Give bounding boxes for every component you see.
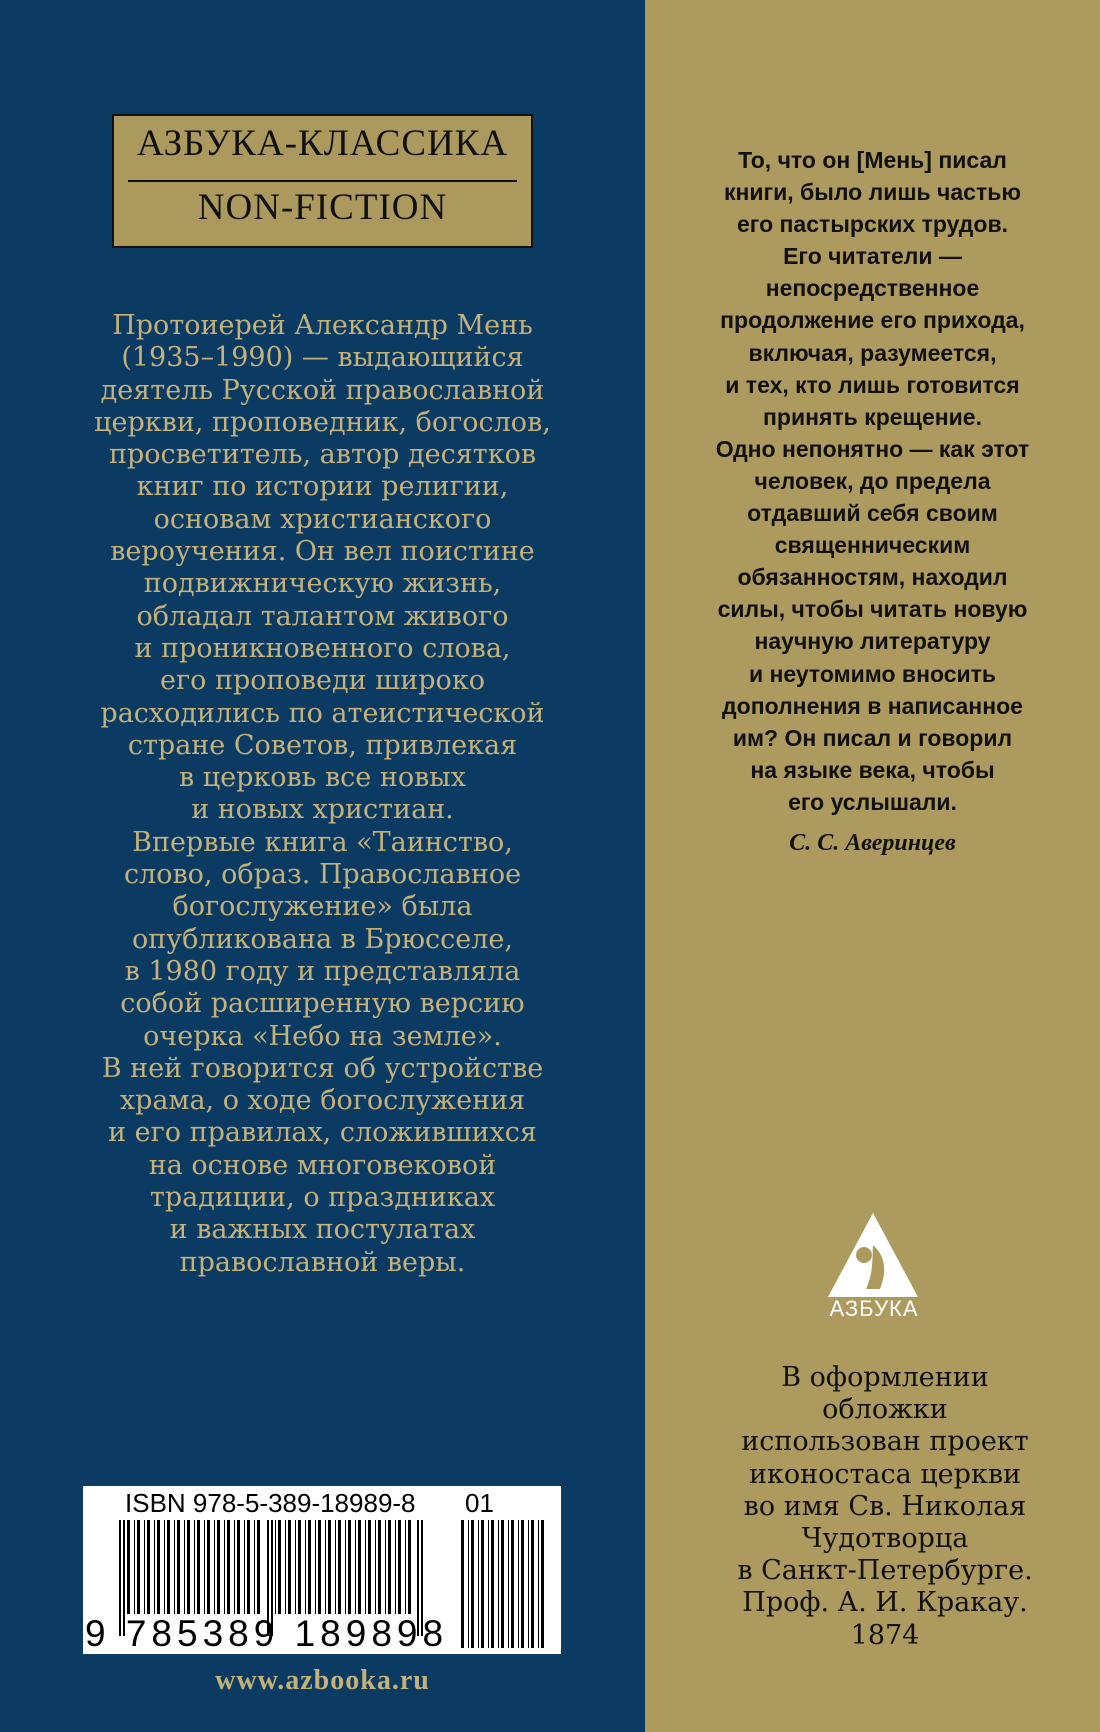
credits-line: обложки [822, 1394, 948, 1426]
annotation-line: очерка «Небо на земле». [143, 1020, 502, 1052]
annotation-line: и важных постулатах [169, 1214, 476, 1246]
quote-line: продолжение его прихода, [720, 307, 1025, 334]
annotation-line: его проповеди широко [160, 665, 485, 697]
annotation-line: и новых христиан. [191, 794, 454, 826]
annotation-line: основам христианского [153, 503, 492, 535]
cover-credits [700, 1362, 1070, 1652]
quote-line: его услышали. [788, 788, 957, 815]
quote-line: принять крещение. [763, 403, 982, 430]
quote-line: на языке века, чтобы [750, 756, 995, 783]
quote-line: научную литературу [754, 628, 991, 655]
quote-line: книги, было лишь частью [723, 179, 1022, 206]
quote-line: и тех, кто лишь готовится [725, 371, 1020, 398]
credits-line: использован проект [741, 1426, 1029, 1458]
series-subtitle: NON-FICTION [197, 187, 448, 228]
ean-digits: 9 785389 189898 [85, 1613, 449, 1654]
annotation-line: расходились по атеистической [100, 697, 545, 729]
quote-line: То, что он [Мень] писал [738, 147, 1007, 173]
annotation-line: слово, образ. Православное [123, 859, 522, 891]
publisher-name: АЗБУКА [829, 1296, 919, 1321]
credits-line: 1874 [850, 1619, 920, 1651]
annotation-line: и его правилах, сложившихся [108, 1117, 537, 1149]
quote-line: непосредственное [765, 275, 980, 302]
annotation-line: на основе многовековой [148, 1149, 497, 1181]
annotation-line: Впервые книга «Таинство, [132, 826, 513, 858]
annotation-line: В ней говорится об устройстве [101, 1052, 544, 1084]
annotation-line: в церковь все новых [178, 762, 467, 794]
credits-line: в Санкт-Петербурге. [737, 1555, 1033, 1587]
quote-line: обязанностям, находил [737, 564, 1008, 591]
annotation-line: подвижническую жизнь, [143, 568, 502, 600]
annotation-line: обладал талантом живого [136, 600, 509, 632]
annotation-line: деятель Русской православной [100, 374, 545, 406]
annotation-line: Протоиерей Александр Мень [112, 310, 533, 341]
annotation-line: опубликована в Брюсселе, [132, 923, 513, 955]
annotation-line: вероучения. Он вел поистине [110, 536, 535, 568]
book-annotation [40, 310, 605, 1279]
annotation-line: храма, о ходе богослужения [119, 1085, 526, 1117]
quote-text [655, 144, 1090, 818]
quote-line: отдавший себя своим [747, 500, 998, 527]
annotation-line: в 1980 году и представляла [124, 955, 521, 987]
quote-line: священническим [774, 532, 971, 559]
credits-line: Проф. А. И. Кракау. [742, 1587, 1028, 1619]
annotation-line: собой расширенную версию [120, 988, 525, 1020]
annotation-line: традиции, о праздниках [149, 1182, 496, 1214]
series-divider [128, 180, 517, 182]
annotation-line: просветитель, автор десятков [108, 439, 537, 471]
annotation-line: богослужение» была [172, 891, 473, 923]
quote-line: включая, разумеется, [748, 339, 997, 366]
credits-line: В оформлении [781, 1362, 989, 1393]
isbn-text: ISBN 978-5-389-18989-8 [125, 1488, 416, 1518]
series-title: АЗБУКА-КЛАССИКА [136, 123, 509, 164]
quote-line: им? Он писал и говорил [732, 724, 1013, 751]
credits-line: иконостаса церкви [748, 1458, 1022, 1490]
quote-line: дополнения в написанное [722, 692, 1023, 719]
annotation-line: церкви, проповедник, богослов, [94, 406, 551, 438]
credits-line: во имя Св. Николая [743, 1490, 1027, 1522]
credits-line: Чудотворца [801, 1523, 969, 1555]
quote-line: и неутомимо вносить [748, 660, 997, 687]
annotation-line: книг по истории религии, [136, 471, 509, 503]
annotation-line: православной веры. [179, 1246, 466, 1278]
quote-line: Его читатели — [783, 243, 962, 270]
quote-line: человек, до предела [754, 467, 991, 494]
isbn-addon: 01 [465, 1488, 494, 1518]
quote-author: С. С. Аверинцев [789, 830, 956, 856]
annotation-line: стране Советов, привлекая [127, 729, 518, 761]
series-label-box [112, 114, 533, 248]
quote-line: его пастырских трудов. [737, 211, 1008, 238]
website-link[interactable]: www.azbooka.ru [215, 1665, 430, 1696]
annotation-line: и проникновенного слова, [134, 632, 511, 664]
barcode-box [83, 1486, 561, 1654]
quote-line: Одно непонятно — как этот [715, 435, 1030, 462]
annotation-line: (1935–1990) — выдающийся [121, 342, 524, 374]
quote-line: силы, чтобы читать новую [717, 596, 1028, 623]
